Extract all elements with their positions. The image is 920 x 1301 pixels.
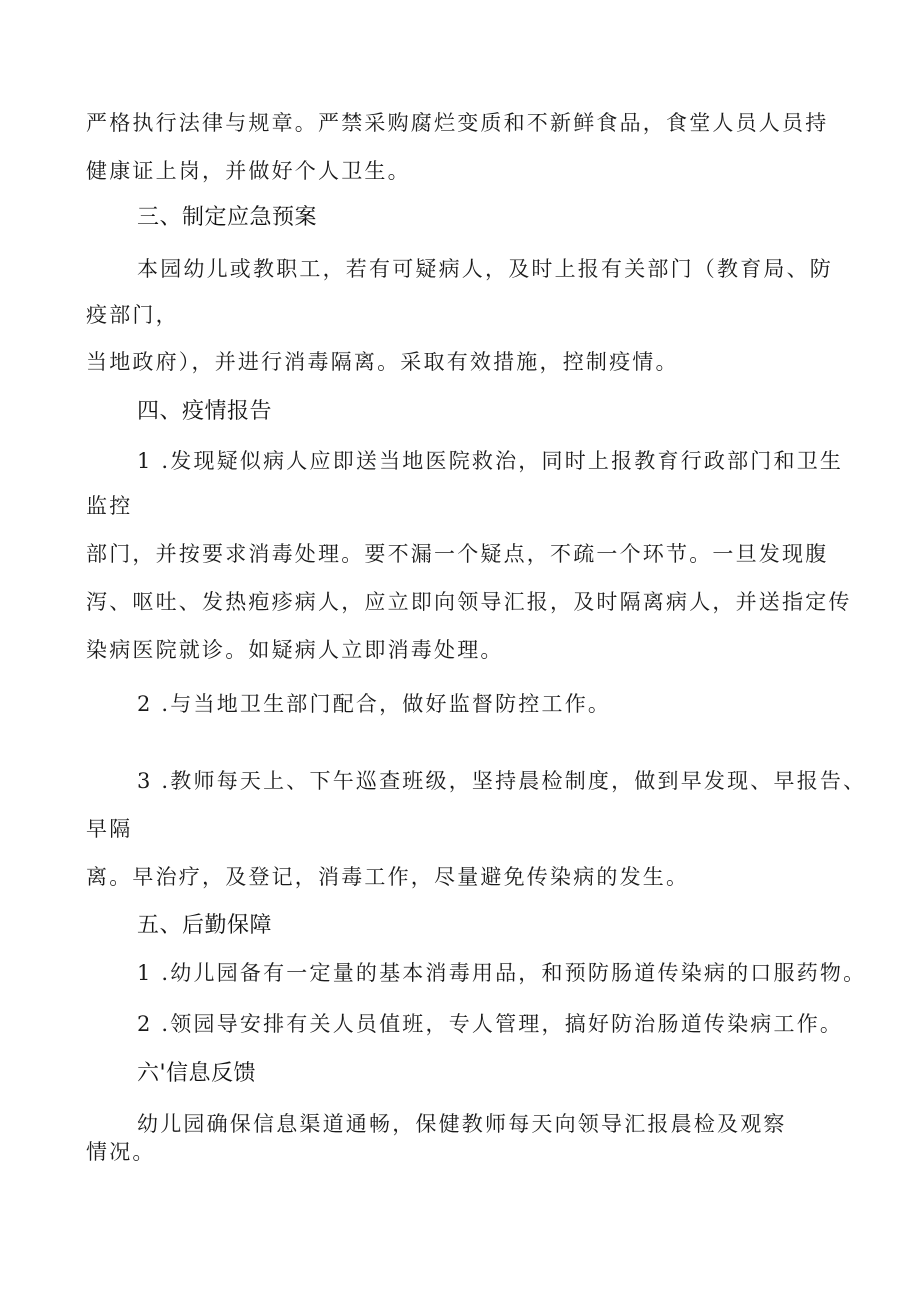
section-heading-logistics: 五、后勤保障: [137, 913, 273, 938]
paragraph-line: 幼儿园确保信息渠道通畅，保健教师每天向领导汇报晨检及观察: [137, 1112, 787, 1136]
section-heading-emergency-plan: 三、制定应急预案: [137, 205, 318, 230]
section-heading-feedback: 六'信息反馈: [137, 1061, 257, 1086]
paragraph-line: 早隔: [86, 817, 133, 841]
paragraph-line: 2 .领园导安排有关人员值班，专人管理，搞好防治肠道传染病工作。: [137, 1012, 844, 1036]
paragraph-line: 3 .教师每天上、下午巡查班级，坚持晨检制度，做到早发现、早报告、: [137, 769, 867, 793]
paragraph-line: 部门，并按要求消毒处理。要不漏一个疑点，不疏一个环节。一旦发现腹: [86, 542, 829, 566]
paragraph-line: 泻、呕吐、发热疱疹病人，应立即向领导汇报，及时隔离病人，并送指定传: [86, 590, 852, 614]
paragraph-line: 监控: [86, 494, 133, 518]
paragraph-line: 2 .与当地卫生部门配合，做好监督防控工作。: [137, 692, 612, 716]
paragraph-line: 健康证上岗，并做好个人卫生。: [86, 159, 411, 183]
paragraph-line: 疫部门，: [86, 303, 179, 327]
section-heading-epidemic-report: 四、疫情报告: [137, 399, 273, 424]
paragraph-line: 本园幼儿或教职工，若有可疑病人，及时上报有关部门（教育局、防: [137, 257, 833, 281]
paragraph-line: 情况。: [86, 1140, 156, 1164]
paragraph-line: 离。早治疗，及登记，消毒工作，尽量避免传染病的发生。: [86, 865, 690, 889]
paragraph-line: 当地政府），并进行消毒隔离。采取有效措施，控制疫情。: [86, 350, 679, 374]
paragraph-line: 严格执行法律与规章。严禁采购腐烂变质和不新鲜食品，食堂人员人员持: [86, 111, 829, 135]
paragraph-line: 1 .幼儿园备有一定量的基本消毒用品，和预防肠道传染病的口服药物。: [137, 961, 867, 985]
paragraph-line: 1 .发现疑似病人应即送当地医院救治，同时上报教育行政部门和卫生: [137, 449, 844, 473]
paragraph-line: 染病医院就诊。如疑病人立即消毒处理。: [86, 638, 504, 662]
